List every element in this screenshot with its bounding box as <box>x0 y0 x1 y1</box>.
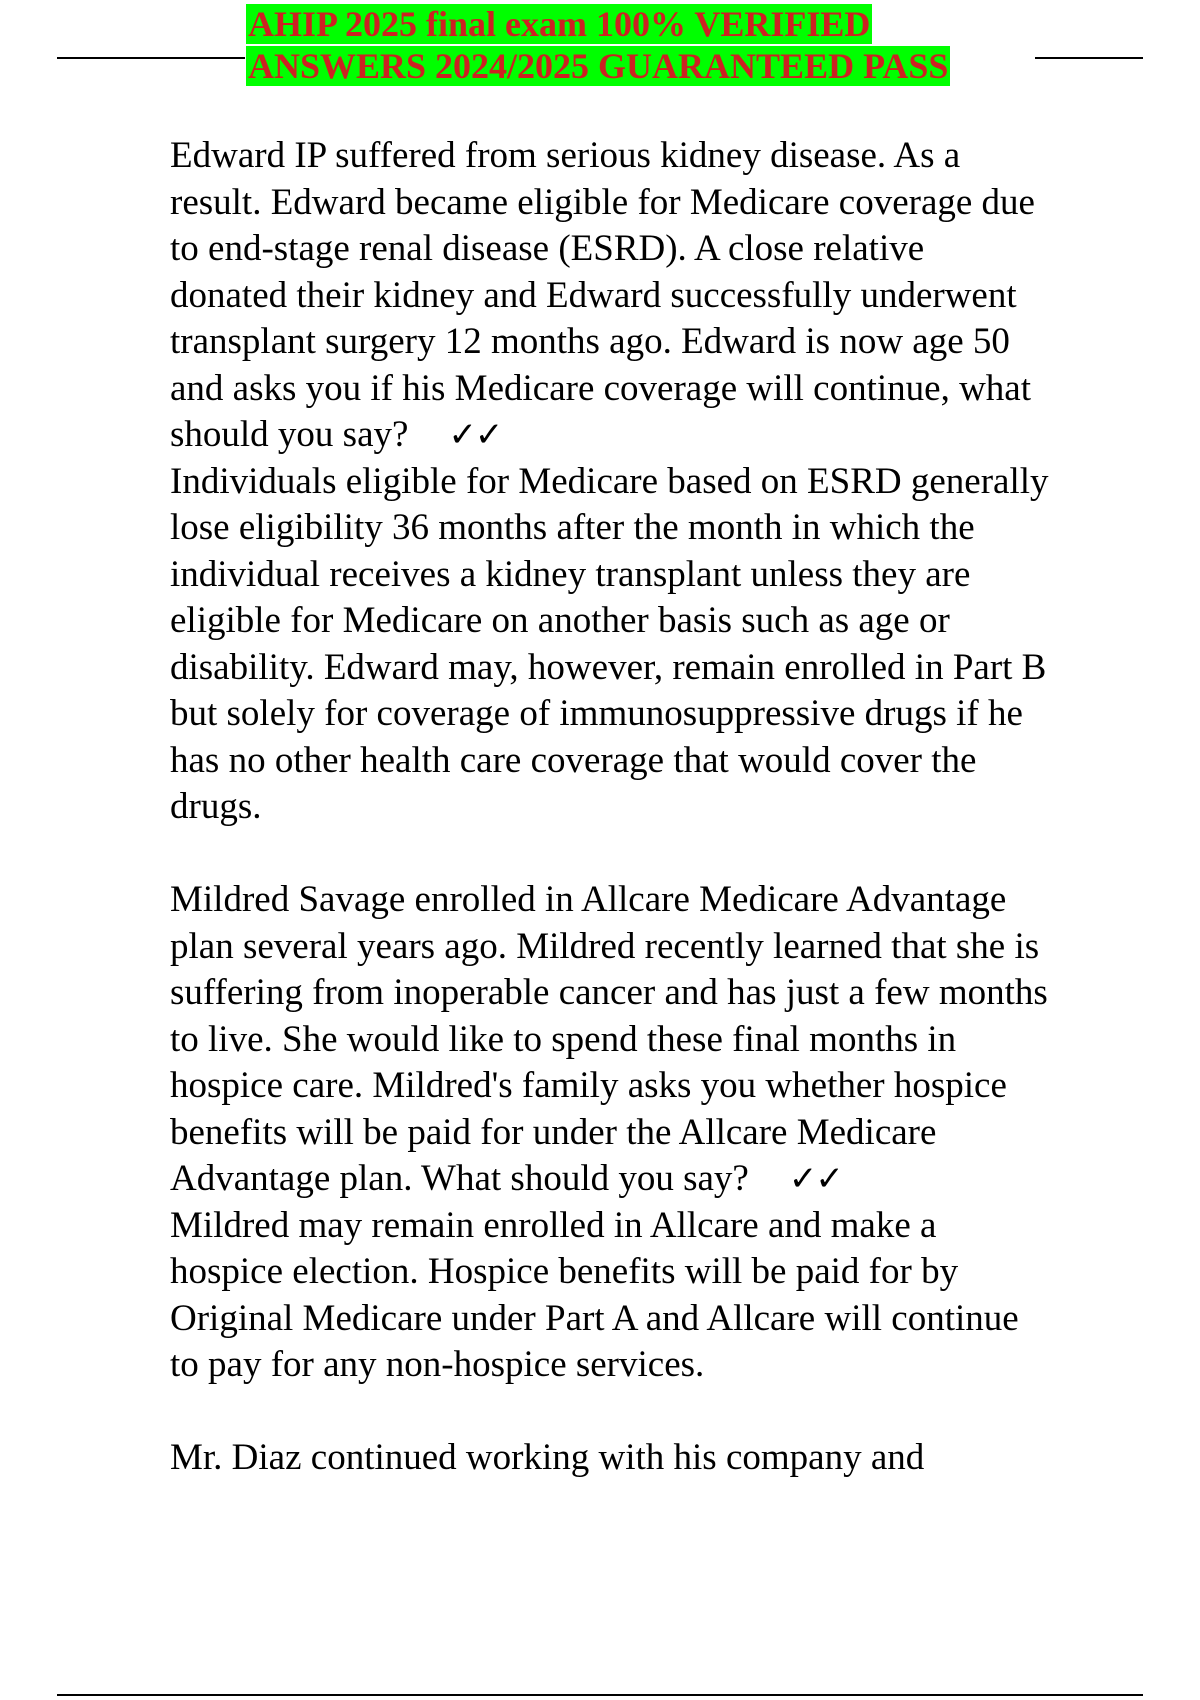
question-1 <box>170 133 1050 459</box>
document-title-text: AHIP 2025 final exam 100% VERIFIED ANSWERS 2024/2025 GUARANTEED PASS <box>248 4 949 86</box>
paragraph-spacer <box>170 1389 1050 1436</box>
header-rule-right <box>1035 57 1143 59</box>
double-check-icon: ✓✓ <box>448 415 502 455</box>
double-check-icon: ✓✓ <box>788 1159 842 1199</box>
document-title <box>246 3 976 87</box>
footer-rule <box>57 1694 1143 1696</box>
question-2-text: Mildred Savage enrolled in Allcare Medicare Advantage plan several years ago. Mildred recently learned that she is suffering from inoperable cancer and has just a few months to live. She would like to spend these final months in hospice care. Mildred's family asks you whether hospice benefits will be paid for under the Allcare Medicare Advantage plan. What should you say? <box>170 879 1048 1199</box>
question-3: Mr. Diaz continued working with his company and <box>170 1437 925 1478</box>
document-body <box>170 133 1050 1482</box>
question-2 <box>170 877 1050 1203</box>
question-1-text: Edward IP suffered from serious kidney disease. As a result. Edward became eligible for Medicare coverage due to end-stage renal disease (ESRD). A close relative donated their kidney and Edward successfully underwent transplant surgery 12 months ago. Edward is now age 50 and asks you if his Medicare coverage will continue, what should you say? <box>170 135 1035 455</box>
paragraph-spacer <box>170 831 1050 878</box>
header-rule-left <box>57 57 245 59</box>
answer-1: Individuals eligible for Medicare based on ESRD generally lose eligibility 36 months after the month in which the individual receives a kidney transplant unless they are eligible for Medicare on another basis such as age or disability. Edward may, however, remain enrolled in Part B but solely for coverage of immunosuppressive drugs if he has no other health care coverage that would cover the drugs. <box>170 460 1049 827</box>
answer-2: Mildred may remain enrolled in Allcare and make a hospice election. Hospice benefits will be paid for by Original Medicare under Part A and Allcare will continue to pay for any non-hospice services. <box>170 1204 1019 1385</box>
